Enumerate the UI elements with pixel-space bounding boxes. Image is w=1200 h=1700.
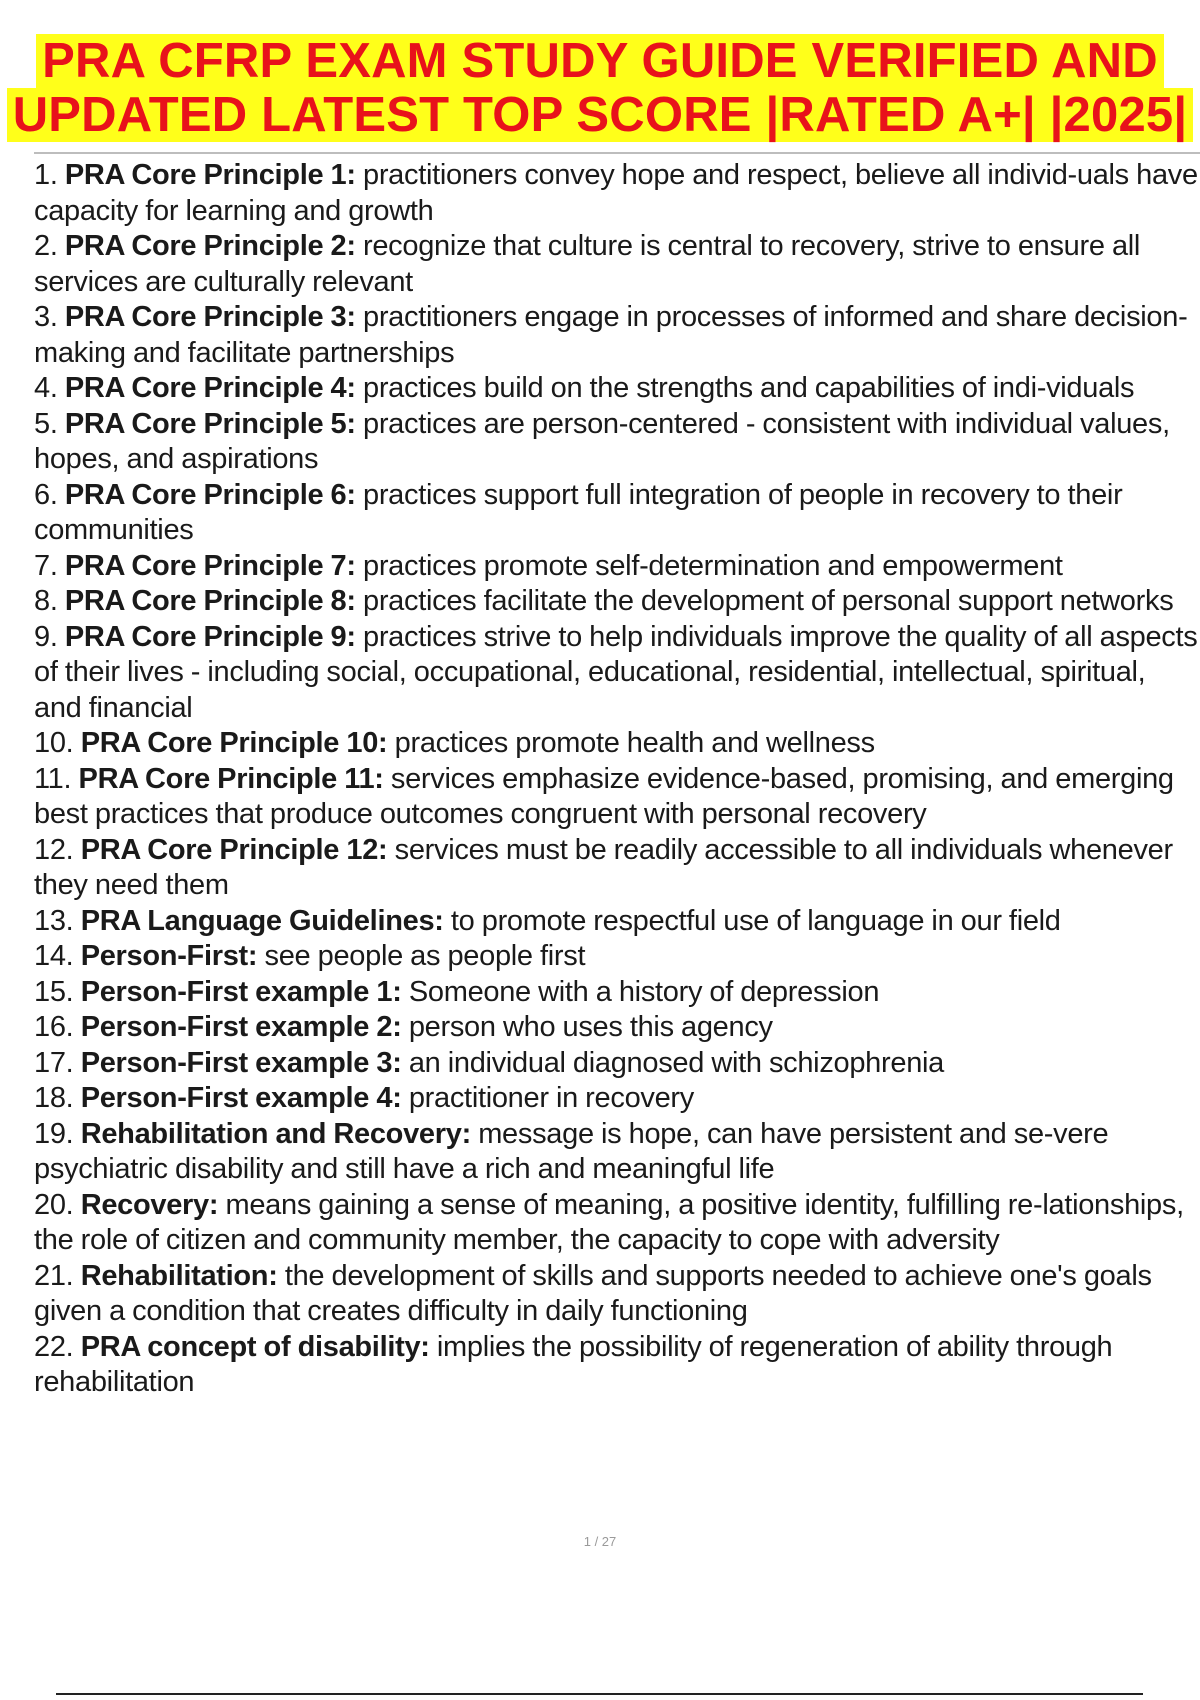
list-item (34, 1117, 1198, 1188)
item-term: Recovery: (80, 1188, 219, 1221)
item-number: 14. (34, 940, 74, 972)
list-item (34, 1259, 1198, 1330)
item-definition: practices build on the strengths and capabilities of indi-viduals (363, 372, 1135, 404)
list-item (34, 1046, 1198, 1082)
item-definition: services emphasize evidence-based, promising, and emerging best practices that produce outcomes congruent with personal recovery (34, 762, 1174, 830)
item-number: 6. (34, 478, 58, 511)
item-definition: practices are person-centered - consistent with individual values, hopes, and aspirations (34, 407, 1170, 475)
title-line-1: PRA CFRP EXAM STUDY GUIDE VERIFIED AND (36, 34, 1164, 88)
item-definition: practices promote health and wellness (394, 727, 875, 759)
list-item (34, 229, 1198, 300)
list-item (34, 300, 1198, 371)
item-term: Person-First example 4: (80, 1082, 402, 1114)
item-term: Rehabilitation: (80, 1259, 278, 1292)
item-number: 2. (34, 230, 58, 262)
item-definition: practices strive to help individuals improve the quality of all aspects of their lives - including social, occupational, educational, residential, intellectual, spiritual, and financial (34, 620, 1198, 724)
list-item (34, 549, 1198, 585)
title-line-2: UPDATED LATEST TOP SCORE |RATED A+| |2025| (7, 88, 1194, 142)
item-number: 17. (34, 1046, 74, 1079)
item-number: 21. (34, 1259, 74, 1292)
item-term: Person-First example 3: (80, 1046, 402, 1079)
list-item (34, 726, 1198, 762)
item-term: Person-First example 1: (80, 975, 402, 1008)
item-number: 3. (34, 301, 58, 333)
item-number: 13. (34, 904, 74, 937)
study-guide-list (34, 158, 1198, 1401)
item-definition: message is hope, can have persistent and se-vere psychiatric disability and still have a rich and meaningful life (34, 1117, 1109, 1185)
item-number: 4. (34, 372, 58, 404)
item-definition: practices support full integration of people in recovery to their communities (34, 478, 1123, 546)
list-item (34, 584, 1198, 620)
item-definition: practitioners convey hope and respect, believe all individ-uals have capacity for learning and growth (34, 159, 1198, 227)
item-number: 12. (34, 833, 74, 866)
item-term: Person-First example 2: (80, 1011, 402, 1043)
item-number: 22. (34, 1330, 74, 1363)
item-term: PRA Core Principle 7: (64, 549, 356, 582)
item-number: 15. (34, 975, 74, 1008)
item-term: PRA Core Principle 5: (64, 407, 356, 440)
list-item (34, 762, 1198, 833)
item-term: PRA Core Principle 12: (80, 833, 388, 866)
item-definition: practices promote self-determination and empowerment (363, 549, 1063, 582)
item-term: PRA Core Principle 6: (64, 478, 356, 511)
list-item (34, 371, 1198, 407)
item-definition: recognize that culture is central to recovery, strive to ensure all services are culturally relevant (34, 230, 1141, 298)
item-definition: an individual diagnosed with schizophrenia (408, 1046, 944, 1079)
item-definition: practices facilitate the development of personal support networks (363, 585, 1174, 617)
item-definition: person who uses this agency (408, 1011, 773, 1043)
item-definition: see people as people first (264, 940, 586, 972)
list-item (34, 975, 1198, 1011)
list-item (34, 939, 1198, 975)
item-number: 5. (34, 407, 58, 440)
item-number: 10. (34, 727, 74, 759)
item-term: PRA Core Principle 11: (78, 762, 384, 795)
item-number: 9. (34, 620, 58, 653)
footer-rule (56, 1693, 1143, 1695)
item-number: 16. (34, 1011, 74, 1043)
item-definition: to promote respectful use of language in our field (450, 904, 1061, 937)
item-term: Rehabilitation and Recovery: (80, 1117, 471, 1150)
item-term: PRA Core Principle 10: (80, 727, 388, 759)
item-term: PRA Core Principle 9: (64, 620, 356, 653)
list-item (34, 407, 1198, 478)
item-definition: Someone with a history of depression (408, 975, 880, 1008)
list-item (34, 1188, 1198, 1259)
item-term: PRA Core Principle 8: (64, 585, 356, 617)
item-definition: practitioners engage in processes of informed and share decision-making and facilitate partnerships (34, 301, 1188, 369)
document-title (0, 34, 1200, 142)
item-number: 11. (34, 762, 72, 795)
item-definition: practitioner in recovery (408, 1082, 694, 1114)
item-term: PRA Language Guidelines: (80, 904, 444, 937)
item-number: 1. (34, 159, 58, 191)
item-definition: implies the possibility of regeneration of ability through rehabilitation (34, 1330, 1113, 1398)
list-item (34, 904, 1198, 940)
page-number: 1 / 27 (583, 1534, 617, 1549)
item-definition: the development of skills and supports needed to achieve one's goals given a condition that creates difficulty in daily functioning (34, 1259, 1152, 1327)
item-term: PRA concept of disability: (80, 1330, 430, 1363)
list-item (34, 478, 1198, 549)
title-divider (34, 152, 1200, 154)
item-term: PRA Core Principle 1: (64, 159, 356, 191)
item-term: PRA Core Principle 3: (64, 301, 356, 333)
list-item (34, 158, 1198, 229)
item-number: 7. (34, 549, 58, 582)
list-item (34, 620, 1198, 727)
item-term: Person-First: (80, 940, 258, 972)
item-number: 19. (34, 1117, 74, 1150)
item-number: 18. (34, 1082, 74, 1114)
item-number: 8. (34, 585, 58, 617)
list-item (34, 1081, 1198, 1117)
item-definition: means gaining a sense of meaning, a positive identity, fulfilling re-lationships, the role of citizen and community member, the capacity to cope with adversity (34, 1188, 1184, 1256)
item-term: PRA Core Principle 4: (64, 372, 356, 404)
list-item (34, 1330, 1198, 1401)
item-definition: services must be readily accessible to all individuals whenever they need them (34, 833, 1173, 901)
list-item (34, 833, 1198, 904)
item-term: PRA Core Principle 2: (64, 230, 356, 262)
item-number: 20. (34, 1188, 74, 1221)
list-item (34, 1010, 1198, 1046)
